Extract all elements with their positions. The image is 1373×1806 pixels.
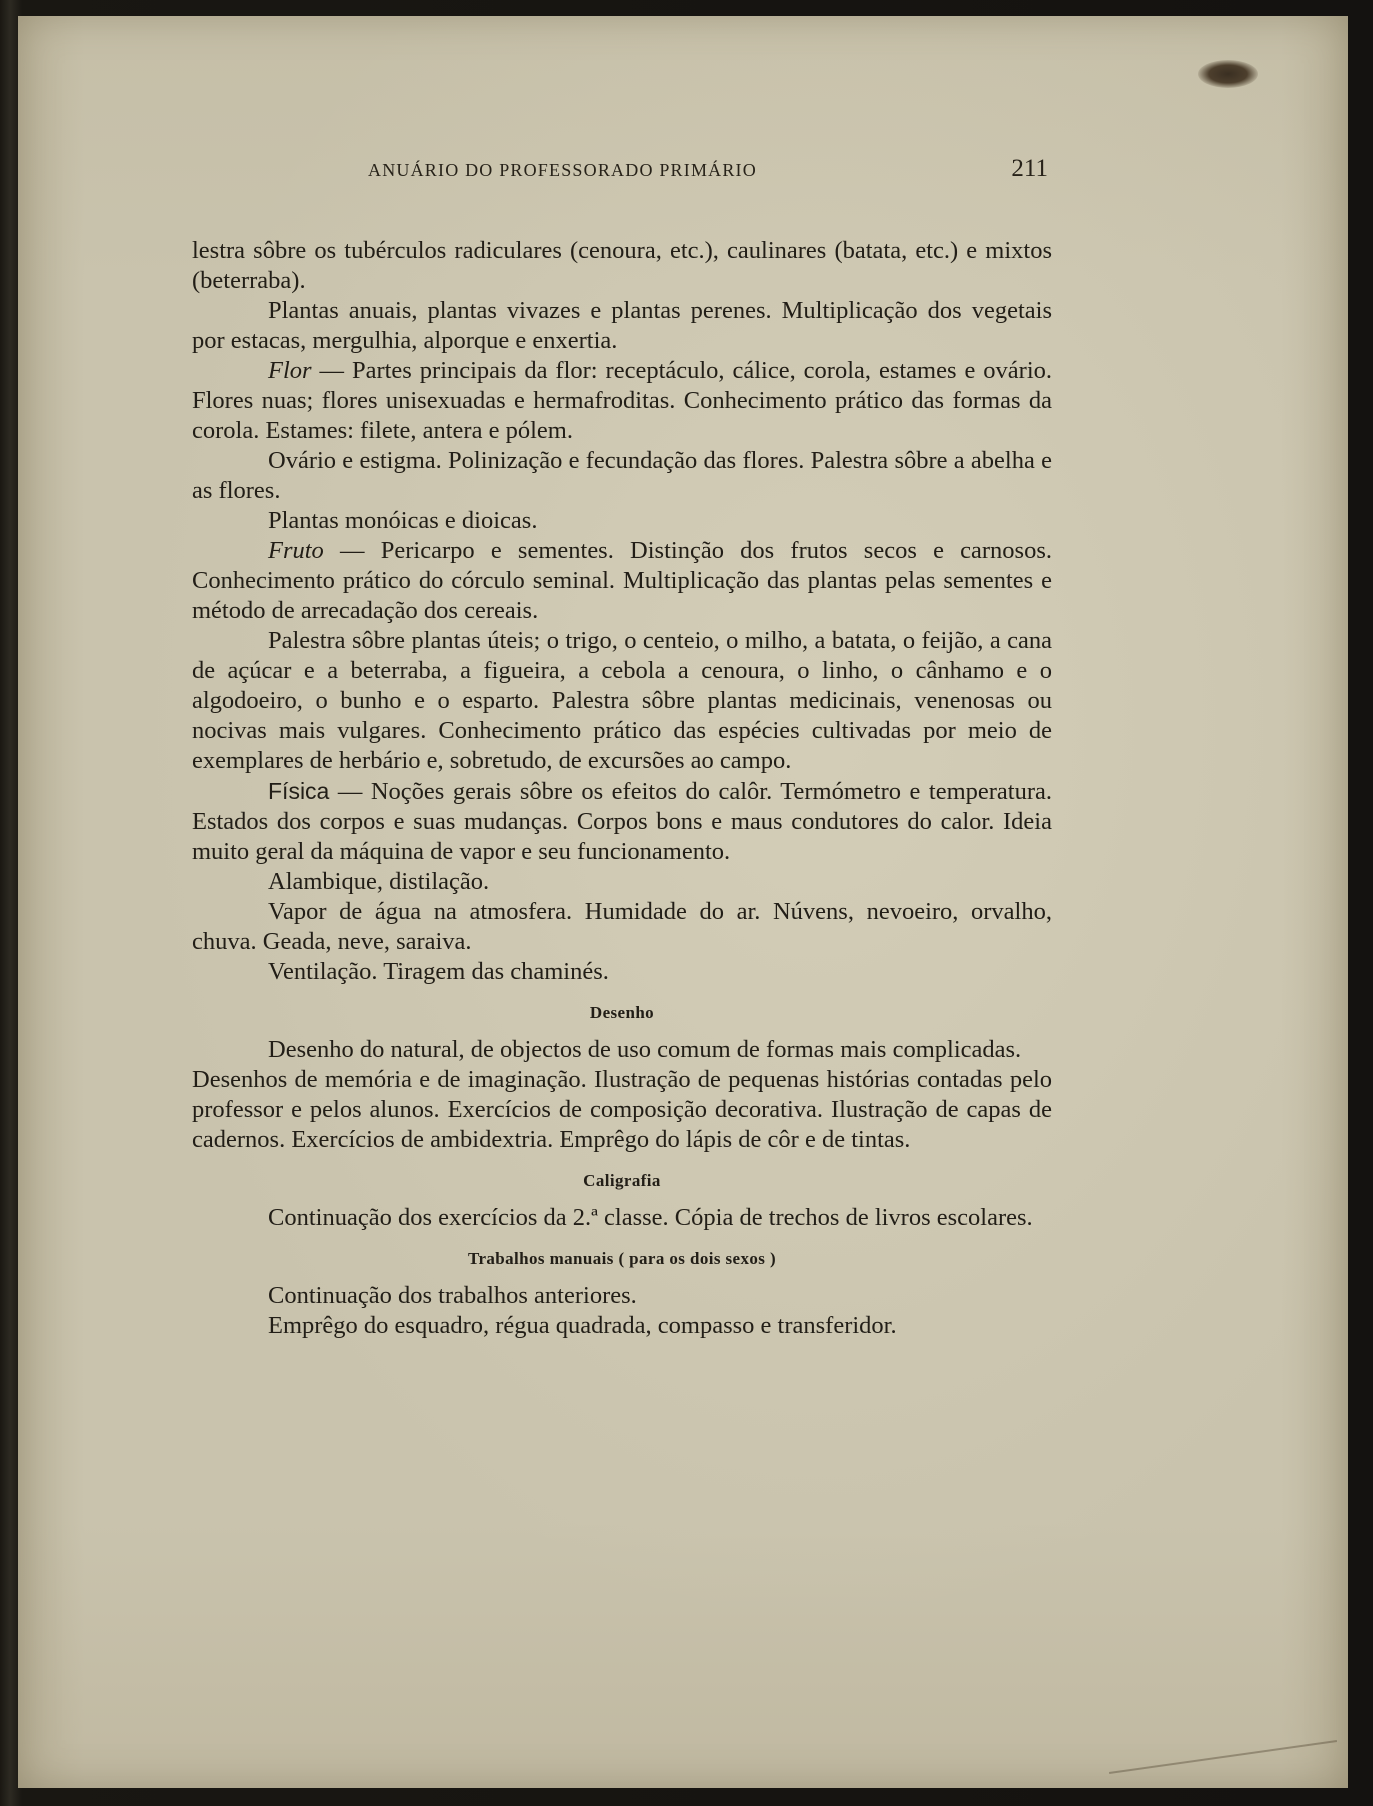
- paragraph: Palestra sôbre plantas úteis; o trigo, o centeio, o milho, a batata, o feijão, a cana de açúcar e a beterraba, a figueira, a cebola a cenoura, o linho, o cânhamo e o algodoeiro, o bunho e o esparto. Palestra sôbre plantas medicinais, venenosas ou nocivas mais vulgares. Conhecimento prático das espécies cultivadas por meio de exemplares de herbário e, sobretudo, de excursões ao campo.: [192, 627, 1052, 774]
- paragraph: Ventilação. Tiragem das chaminés.: [268, 958, 609, 985]
- section-heading-trabalhos: Trabalhos manuais ( para os dois sexos ): [467, 1249, 777, 1268]
- section-heading-desenho: Desenho: [589, 1003, 655, 1022]
- ink-stain: [1198, 60, 1258, 88]
- paragraph: Desenhos de memória e de imaginação. Ilustração de pequenas histórias contadas pelo professor e pelos alunos. Exercícios de composição decorativa. Ilustração de capas de cadernos. Exercícios de ambidextria. Emprêgo do lápis de côr e de tintas.: [192, 1066, 1052, 1153]
- running-header: [368, 155, 1048, 185]
- paragraph: lestra sôbre os tubérculos radiculares (cenoura, etc.), caulinares (batata, etc.) e mixtos (beterraba).: [192, 237, 1052, 294]
- page-crease: [1109, 1740, 1337, 1774]
- paragraph: Vapor de água na atmosfera. Humidade do ar. Núvens, nevoeiro, orvalho, chuva. Geada, neve, saraiva.: [192, 898, 1052, 955]
- paragraph: Ovário e estigma. Polinização e fecundação das flores. Palestra sôbre a abelha e as flores.: [192, 447, 1052, 504]
- paragraph-lead: Fruto: [268, 537, 324, 564]
- paragraph: Desenho do natural, de objectos de uso comum de formas mais complicadas.: [268, 1036, 1022, 1063]
- paragraph: Plantas monóicas e dioicas.: [268, 507, 538, 534]
- header-title: ANUÁRIO DO PROFESSORADO PRIMÁRIO: [368, 160, 757, 180]
- paragraph-text: — Partes principais da flor: receptáculo, cálice, corola, estames e ovário. Flores nuas; flores unisexuadas e hermafroditas. Conhecimento prático das formas da corola. Estames: filete, antera e pólem.: [192, 357, 1053, 444]
- paragraph-lead: Física: [268, 778, 330, 804]
- paragraph-fruto: [192, 536, 1052, 626]
- paragraph-lead: Flor: [268, 357, 312, 384]
- paragraph-flor: [192, 356, 1052, 446]
- page-body: [192, 236, 1052, 1341]
- paragraph: Continuação dos exercícios da 2.ª classe. Cópia de trechos de livros escolares.: [268, 1204, 1033, 1231]
- paragraph: Plantas anuais, plantas vivazes e plantas perenes. Multiplicação dos vegetais por estacas, mergulhia, alporque e enxertia.: [192, 297, 1052, 354]
- paragraph-text: — Pericarpo e sementes. Distinção dos frutos secos e carnosos. Conhecimento prático do córculo seminal. Multiplicação das plantas pelas sementes e método de arrecadação dos cereais.: [192, 537, 1053, 624]
- paragraph: Continuação dos trabalhos anteriores.: [268, 1282, 637, 1309]
- section-heading-caligrafia: Caligrafia: [583, 1171, 661, 1190]
- paragraph: Emprêgo do esquadro, régua quadrada, compasso e transferidor.: [268, 1312, 897, 1339]
- paragraph-text: — Noções gerais sôbre os efeitos do calôr. Termómetro e temperatura. Estados dos corpos e suas mudanças. Corpos bons e maus condutores do calor. Ideia muito geral da máquina de vapor e seu funcionamento.: [192, 778, 1052, 865]
- paragraph-fisica: [192, 776, 1052, 867]
- page-number: 211: [1011, 155, 1048, 182]
- paragraph: Alambique, distilação.: [268, 868, 490, 895]
